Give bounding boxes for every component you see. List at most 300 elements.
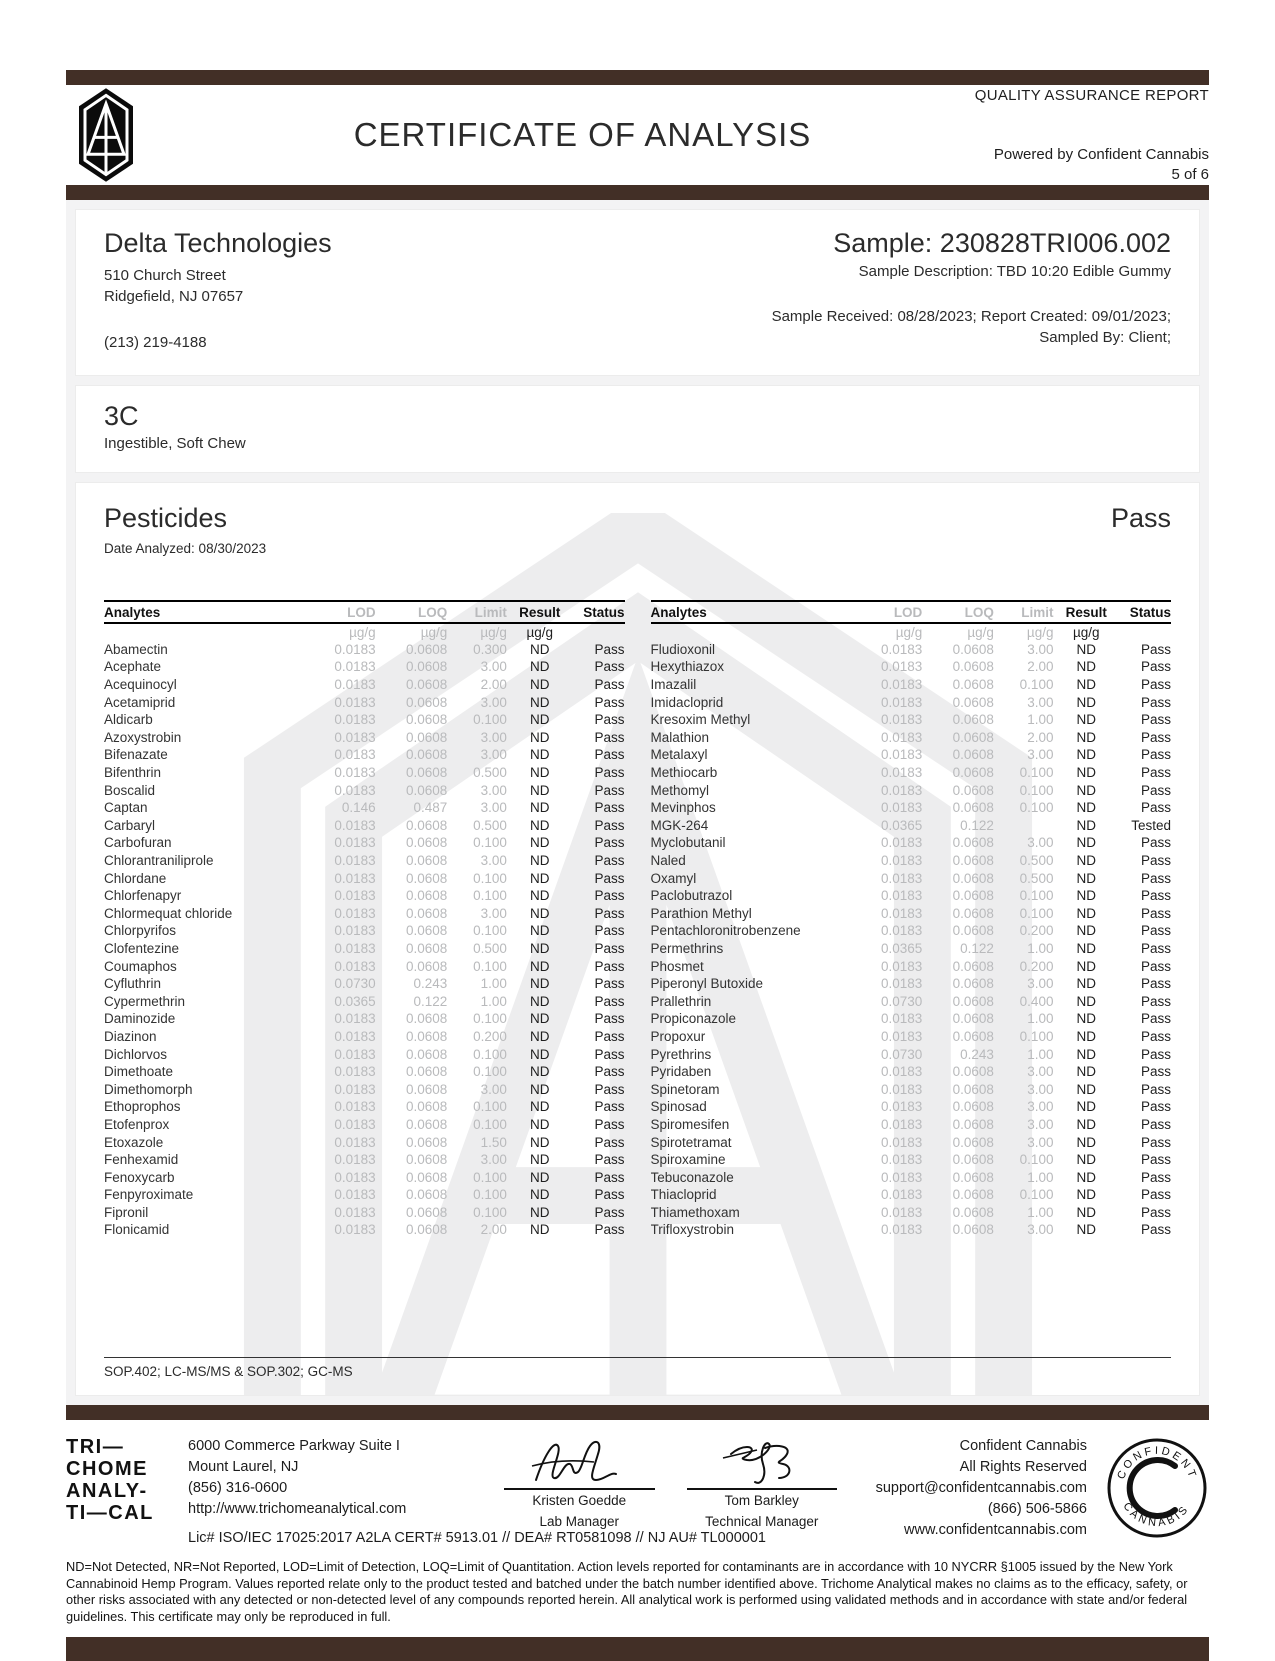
- analyte-name: Spinosad: [650, 1099, 707, 1115]
- result-value: ND: [1076, 958, 1097, 974]
- lod-value: 0.0183: [334, 1046, 376, 1062]
- status-value: Pass: [1140, 1187, 1171, 1203]
- lod-value: 0.0183: [881, 1222, 923, 1238]
- limit-value: 3.00: [480, 800, 507, 816]
- analyte-name: Parathion Methyl: [650, 905, 752, 921]
- result-value: ND: [529, 694, 550, 710]
- analyte-name: Kresoxim Methyl: [650, 712, 751, 728]
- result-value: ND: [1076, 1046, 1097, 1062]
- lod-value: 0.0183: [334, 782, 376, 798]
- analyte-name: Bifenthrin: [104, 765, 162, 781]
- lod-value: 0.0183: [881, 694, 923, 710]
- analyte-name: Imidacloprid: [650, 694, 724, 710]
- analyte-name: Flonicamid: [104, 1222, 170, 1238]
- client-block: [104, 228, 332, 351]
- units-limit: µg/g: [1026, 624, 1054, 640]
- limit-value: 0.100: [1019, 1187, 1054, 1203]
- limit-value: 0.100: [473, 835, 507, 851]
- lod-value: 0.0183: [334, 1081, 376, 1097]
- analyte-name: Fenhexamid: [104, 1152, 179, 1168]
- loq-value: 0.0608: [952, 1204, 994, 1220]
- analyte-name: Chlorfenapyr: [104, 888, 182, 904]
- limit-value: 2.00: [1027, 659, 1054, 675]
- loq-value: 0.0608: [952, 1222, 994, 1238]
- limit-value: 1.00: [480, 976, 507, 992]
- result-value: ND: [529, 712, 550, 728]
- status-value: Pass: [594, 1064, 625, 1080]
- limit-value: 1.00: [480, 993, 507, 1009]
- table-row: [104, 711, 625, 729]
- lod-value: 0.0183: [334, 923, 376, 939]
- limit-value: 1.00: [1027, 940, 1054, 956]
- result-value: ND: [529, 1046, 550, 1062]
- loq-value: 0.0608: [952, 853, 994, 869]
- analyte-name: Permethrins: [650, 940, 724, 956]
- loq-value: 0.0608: [405, 1152, 448, 1168]
- lab-address-line: (856) 316-0600: [188, 1479, 288, 1496]
- lod-value: 0.0183: [881, 729, 923, 745]
- sop-methods: SOP.402; LC-MS/MS & SOP.302; GC-MS: [104, 1363, 353, 1379]
- lod-value: 0.0183: [334, 1028, 376, 1044]
- analyte-name: Cypermethrin: [104, 993, 186, 1009]
- status-value: Pass: [1140, 1152, 1171, 1168]
- signature-block-lab-manager: [488, 1436, 671, 1529]
- result-value: ND: [529, 1204, 550, 1220]
- analyte-name: Methomyl: [650, 782, 710, 798]
- result-value: ND: [1076, 888, 1097, 904]
- table-row: [104, 1028, 625, 1046]
- analyte-name: Pyrethrins: [650, 1046, 712, 1062]
- table-row: [104, 957, 625, 975]
- lod-value: 0.0183: [881, 835, 923, 851]
- table-row: [104, 1010, 625, 1028]
- result-value: ND: [529, 747, 550, 763]
- limit-value: 1.00: [1027, 712, 1054, 728]
- limit-value: 0.100: [473, 888, 507, 904]
- table-row: [104, 693, 625, 711]
- units-loq: µg/g: [420, 624, 448, 640]
- table-row: [104, 1116, 625, 1134]
- loq-value: 0.0608: [405, 1099, 448, 1115]
- status-value: Pass: [594, 729, 625, 745]
- client-name: Delta Technologies: [104, 228, 332, 258]
- result-value: ND: [529, 835, 550, 851]
- result-value: ND: [1076, 800, 1097, 816]
- analytes-table-right: [651, 600, 1172, 1239]
- result-value: ND: [1076, 817, 1097, 833]
- limit-value: 3.00: [1027, 747, 1054, 763]
- signer-title: Lab Manager: [539, 1513, 620, 1529]
- limit-value: 3.00: [1027, 976, 1054, 992]
- result-value: ND: [1076, 1152, 1097, 1168]
- status-value: Pass: [594, 1169, 625, 1185]
- table-row: [651, 834, 1172, 852]
- loq-value: 0.0608: [405, 940, 448, 956]
- col-header-analytes: Analytes: [651, 601, 851, 623]
- limit-value: 0.200: [1019, 923, 1054, 939]
- limit-value: 1.50: [480, 1134, 507, 1150]
- units-loq: µg/g: [967, 624, 994, 640]
- status-value: Pass: [1140, 1169, 1171, 1185]
- limit-value: 0.400: [1019, 993, 1054, 1009]
- status-value: Pass: [1140, 747, 1171, 763]
- header-divider-bar: [66, 185, 1209, 200]
- analyte-name: Myclobutanil: [650, 835, 726, 851]
- status-value: Pass: [594, 641, 625, 657]
- result-value: ND: [529, 765, 550, 781]
- loq-value: 0.0608: [952, 870, 994, 886]
- status-value: Pass: [594, 853, 625, 869]
- status-value: Pass: [594, 800, 625, 816]
- limit-value: 1.00: [1027, 1046, 1054, 1062]
- table-row: [651, 1168, 1172, 1186]
- result-value: ND: [1076, 1011, 1097, 1027]
- lod-value: 0.0183: [334, 1152, 376, 1168]
- loq-value: 0.0608: [405, 782, 448, 798]
- status-value: Pass: [594, 976, 625, 992]
- result-value: ND: [529, 923, 550, 939]
- loq-value: 0.0608: [952, 923, 994, 939]
- loq-value: 0.0608: [952, 993, 994, 1009]
- analyte-name: Ethoprophos: [104, 1099, 181, 1115]
- result-value: ND: [529, 976, 550, 992]
- limit-value: 2.00: [480, 677, 507, 693]
- status-value: Pass: [1140, 923, 1171, 939]
- top-divider-bar: [66, 70, 1209, 85]
- analyte-name: Aldicarb: [104, 712, 153, 728]
- limit-value: 3.00: [480, 729, 507, 745]
- table-row: [104, 1168, 625, 1186]
- analyte-name: Azoxystrobin: [104, 729, 182, 745]
- signer-title: Technical Manager: [705, 1513, 819, 1529]
- loq-value: 0.487: [413, 800, 448, 816]
- section-title: Pesticides: [104, 503, 228, 533]
- result-value: ND: [1076, 1169, 1097, 1185]
- loq-value: 0.0608: [405, 729, 448, 745]
- loq-value: 0.243: [960, 1046, 994, 1062]
- analyte-name: Carbaryl: [104, 817, 156, 833]
- result-value: ND: [1076, 677, 1097, 693]
- table-row: [651, 764, 1172, 782]
- sample-description: Sample Description: TBD 10:20 Edible Gummy: [858, 263, 1171, 280]
- status-value: Pass: [1140, 993, 1171, 1009]
- loq-value: 0.0608: [405, 1046, 448, 1062]
- result-value: ND: [529, 888, 550, 904]
- analyte-name: Spirotetramat: [650, 1134, 732, 1150]
- analyte-name: Acetamiprid: [104, 694, 176, 710]
- status-value: Pass: [1140, 800, 1171, 816]
- units-row: [651, 623, 1172, 641]
- lod-value: 0.0183: [881, 958, 923, 974]
- status-value: Pass: [594, 817, 625, 833]
- col-header-lod: LOD: [304, 601, 376, 623]
- lod-value: 0.0183: [881, 853, 923, 869]
- loq-value: 0.0608: [405, 888, 448, 904]
- lod-value: 0.0183: [334, 1116, 376, 1132]
- signature-block-technical-manager: [671, 1436, 854, 1529]
- analyte-name: Oxamyl: [650, 870, 697, 886]
- status-value: Pass: [1140, 694, 1171, 710]
- col-header-status: Status: [573, 601, 625, 623]
- units-result: µg/g: [526, 624, 554, 640]
- status-value: Pass: [594, 747, 625, 763]
- signature-line: [504, 1488, 655, 1490]
- status-value: Pass: [594, 940, 625, 956]
- loq-value: 0.0608: [405, 1028, 448, 1044]
- status-value: Pass: [1140, 729, 1171, 745]
- loq-value: 0.0608: [405, 817, 448, 833]
- status-value: Pass: [1140, 853, 1171, 869]
- status-value: Pass: [594, 1204, 625, 1220]
- table-row: [651, 746, 1172, 764]
- result-value: ND: [529, 782, 550, 798]
- loq-value: 0.0608: [952, 905, 994, 921]
- lod-value: 0.0183: [881, 923, 923, 939]
- analyte-name: Dimethomorph: [104, 1081, 193, 1097]
- client-address-line2: Ridgefield, NJ 07657: [104, 288, 244, 305]
- table-row: [651, 817, 1172, 835]
- table-header-row: [651, 601, 1172, 623]
- limit-value: 0.100: [473, 1011, 507, 1027]
- col-header-status: Status: [1119, 601, 1171, 623]
- table-row: [651, 1221, 1172, 1239]
- trichome-wordmark: [66, 1436, 172, 1524]
- lod-value: 0.0183: [881, 1028, 923, 1044]
- limit-value: 3.00: [1027, 1222, 1054, 1238]
- result-value: ND: [1076, 853, 1097, 869]
- limit-value: 0.100: [473, 1116, 507, 1132]
- lab-logo-icon: [66, 87, 176, 183]
- wordmark-line: TI—CAL: [66, 1501, 154, 1524]
- limit-value: 0.100: [473, 1046, 507, 1062]
- lod-value: 0.0183: [881, 976, 923, 992]
- table-row: [651, 992, 1172, 1010]
- result-value: ND: [1076, 747, 1097, 763]
- lod-value: 0.0365: [881, 817, 923, 833]
- analyte-name: Metalaxyl: [650, 747, 708, 763]
- lod-value: 0.0183: [334, 1134, 376, 1150]
- analyte-name: Pyridaben: [650, 1064, 712, 1080]
- analytes-tables: [104, 600, 1171, 1239]
- status-value: Pass: [594, 923, 625, 939]
- table-row: [104, 922, 625, 940]
- lod-value: 0.0183: [334, 659, 376, 675]
- limit-value: 1.00: [1027, 1204, 1054, 1220]
- col-header-limit: Limit: [447, 601, 507, 623]
- section-status: Pass: [1110, 503, 1171, 533]
- client-phone: (213) 219-4188: [104, 334, 207, 351]
- analyte-name: Abamectin: [104, 641, 168, 657]
- limit-value: 0.100: [473, 1099, 507, 1115]
- left-table-body: [104, 641, 625, 1239]
- table-row: [104, 1063, 625, 1081]
- table-row: [104, 799, 625, 817]
- analyte-name: Fenoxycarb: [104, 1169, 175, 1185]
- date-analyzed: Date Analyzed: 08/30/2023: [104, 541, 267, 556]
- result-value: ND: [529, 677, 550, 693]
- result-value: ND: [529, 1028, 550, 1044]
- limit-value: 3.00: [480, 782, 507, 798]
- loq-value: 0.0608: [405, 905, 448, 921]
- status-value: Pass: [1140, 1099, 1171, 1115]
- result-value: ND: [1076, 1116, 1097, 1132]
- loq-value: 0.0608: [405, 747, 448, 763]
- units-lod: µg/g: [895, 624, 923, 640]
- limit-value: 0.100: [473, 870, 507, 886]
- lod-value: 0.0183: [881, 747, 923, 763]
- status-value: Pass: [594, 659, 625, 675]
- status-value: Pass: [594, 1046, 625, 1062]
- lab-address-line: 6000 Commerce Parkway Suite I: [188, 1437, 400, 1454]
- cc-phone: (866) 506-5866: [987, 1500, 1087, 1517]
- result-value: ND: [1076, 659, 1097, 675]
- loq-value: 0.0608: [952, 800, 994, 816]
- lod-value: 0.0730: [334, 976, 376, 992]
- loq-value: 0.0608: [952, 1099, 994, 1115]
- status-value: Pass: [1140, 1046, 1171, 1062]
- loq-value: 0.0608: [952, 1028, 994, 1044]
- table-row: [104, 658, 625, 676]
- analyte-name: Etofenprox: [104, 1116, 170, 1132]
- status-value: Pass: [1140, 1064, 1171, 1080]
- units-lod: µg/g: [349, 624, 376, 640]
- status-value: Pass: [594, 1116, 625, 1132]
- table-row: [651, 658, 1172, 676]
- loq-value: 0.0608: [952, 641, 994, 657]
- lod-value: 0.0183: [334, 905, 376, 921]
- limit-value: 1.00: [1027, 1011, 1054, 1027]
- loq-value: 0.122: [960, 940, 994, 956]
- table-row: [104, 1221, 625, 1239]
- analyte-name: Imazalil: [650, 677, 697, 693]
- table-row: [651, 869, 1172, 887]
- status-value: Pass: [1140, 1204, 1171, 1220]
- limit-value: 3.00: [1027, 1134, 1054, 1150]
- lod-value: 0.0183: [334, 641, 376, 657]
- table-row: [104, 975, 625, 993]
- wordmark-line: TRI—: [66, 1435, 125, 1458]
- limit-value: 3.00: [480, 694, 507, 710]
- analyte-name: Captan: [104, 800, 148, 816]
- result-value: ND: [1076, 1187, 1097, 1203]
- lod-value: 0.0183: [334, 817, 376, 833]
- lod-value: 0.0183: [881, 1099, 923, 1115]
- analyte-name: MGK-264: [650, 817, 709, 833]
- analyte-name: Fenpyroximate: [104, 1187, 194, 1203]
- analyte-name: Thiacloprid: [650, 1187, 717, 1203]
- lab-website: http://www.trichomeanalytical.com: [188, 1500, 407, 1517]
- table-row: [104, 887, 625, 905]
- limit-value: 0.100: [473, 1064, 507, 1080]
- status-value: Pass: [1140, 958, 1171, 974]
- result-value: ND: [1076, 870, 1097, 886]
- table-row: [104, 781, 625, 799]
- loq-value: 0.0608: [405, 923, 448, 939]
- status-value: Pass: [594, 958, 625, 974]
- limit-value: 0.500: [1019, 853, 1054, 869]
- result-value: ND: [1076, 1028, 1097, 1044]
- result-value: ND: [1076, 1204, 1097, 1220]
- loq-value: 0.0608: [405, 641, 448, 657]
- limit-value: 0.200: [473, 1028, 507, 1044]
- lod-value: 0.0183: [334, 1064, 376, 1080]
- table-row: [104, 869, 625, 887]
- table-row: [104, 817, 625, 835]
- analyte-name: Fludioxonil: [650, 641, 716, 657]
- trichome-gem-icon: [66, 87, 146, 183]
- lab-license: Lic# ISO/IEC 17025:2017 A2LA CERT# 5913.01 // DEA# RT0581098 // NJ AU# TL000001: [188, 1529, 766, 1546]
- analyte-name: Diazinon: [104, 1028, 157, 1044]
- limit-value: 0.100: [473, 1187, 507, 1203]
- lod-value: 0.0183: [881, 765, 923, 781]
- analyte-name: Thiamethoxam: [650, 1204, 740, 1220]
- table-row: [104, 1151, 625, 1169]
- svg-text:CANNABIS: CANNABIS: [1120, 1500, 1192, 1530]
- result-value: ND: [529, 853, 550, 869]
- table-row: [104, 834, 625, 852]
- lod-value: 0.0183: [334, 1204, 376, 1220]
- status-value: Pass: [594, 835, 625, 851]
- loq-value: 0.0608: [405, 1204, 448, 1220]
- result-value: ND: [529, 1152, 550, 1168]
- signer-name: Tom Barkley: [724, 1492, 799, 1508]
- lod-value: 0.0183: [881, 1064, 923, 1080]
- sample-sampled-by: Sampled By: Client;: [1039, 329, 1171, 346]
- loq-value: 0.0608: [405, 1187, 448, 1203]
- table-row: [651, 922, 1172, 940]
- units-limit: µg/g: [480, 624, 507, 640]
- col-header-result: Result: [1053, 601, 1119, 623]
- result-value: ND: [1076, 905, 1097, 921]
- svg-text:CONFIDENT: CONFIDENT: [1115, 1444, 1199, 1482]
- loq-value: 0.0608: [405, 870, 448, 886]
- limit-value: 2.00: [480, 1222, 507, 1238]
- analyte-name: Carbofuran: [104, 835, 172, 851]
- wordmark-line: CHOME: [66, 1457, 148, 1480]
- table-row: [104, 940, 625, 958]
- lod-value: 0.0183: [881, 1152, 923, 1168]
- lod-value: 0.0365: [881, 940, 923, 956]
- limit-value: 3.00: [480, 659, 507, 675]
- table-row: [651, 1063, 1172, 1081]
- signer-name: Kristen Goedde: [532, 1492, 627, 1508]
- lod-value: 0.0183: [881, 1081, 923, 1097]
- result-value: ND: [529, 905, 550, 921]
- result-value: ND: [529, 1064, 550, 1080]
- status-value: Pass: [1140, 782, 1171, 798]
- lod-value: 0.0730: [881, 1046, 923, 1062]
- status-value: Pass: [594, 1134, 625, 1150]
- status-value: Pass: [594, 1011, 625, 1027]
- table-row: [651, 693, 1172, 711]
- loq-value: 0.0608: [405, 853, 448, 869]
- loq-value: 0.0608: [405, 694, 448, 710]
- loq-value: 0.0608: [952, 712, 994, 728]
- status-value: Pass: [594, 765, 625, 781]
- table-row: [104, 1133, 625, 1151]
- table-row: [651, 1151, 1172, 1169]
- result-value: ND: [529, 1081, 550, 1097]
- table-row: [651, 641, 1172, 659]
- analytes-table-left: [104, 600, 625, 1239]
- result-value: ND: [1076, 923, 1097, 939]
- lod-value: 0.0183: [334, 1099, 376, 1115]
- status-value: Pass: [1140, 641, 1171, 657]
- analyte-name: Chlorantraniliprole: [104, 853, 214, 869]
- result-value: ND: [529, 1011, 550, 1027]
- limit-value: 3.00: [1027, 1081, 1054, 1097]
- product-type: Ingestible, Soft Chew: [104, 435, 246, 452]
